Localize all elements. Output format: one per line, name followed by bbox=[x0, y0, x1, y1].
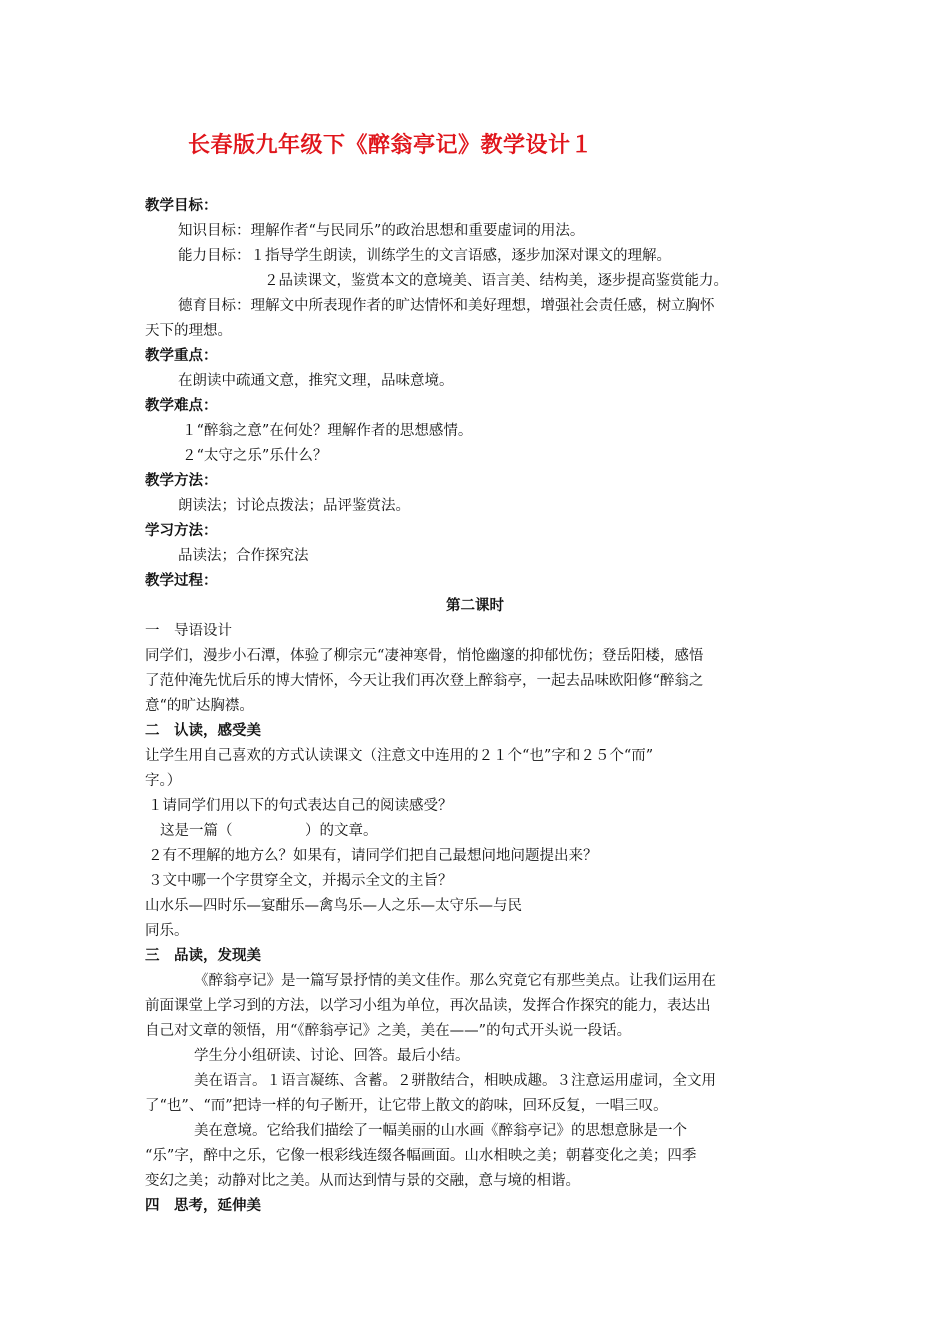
step-heading: 一 导语设计 bbox=[145, 623, 232, 639]
paragraph-line: 了范仲淹先忧后乐的博大情怀，今天让我们再次登上醉翁亭，一起去品味欧阳修“醉翁之 bbox=[145, 673, 704, 689]
section-heading: 教学难点： bbox=[145, 398, 218, 414]
paragraph-line: 天下的理想。 bbox=[145, 323, 232, 339]
section-heading: 学习方法： bbox=[145, 523, 218, 539]
paragraph-line: 德育目标：理解文中所表现作者的旷达情怀和美好理想，增强社会责任感，树立胸怀 bbox=[178, 298, 715, 314]
section-heading: 教学重点： bbox=[145, 348, 218, 364]
question-line: ２有不理解的地方么？如果有，请同学们把自己最想问地问题提出来？ bbox=[148, 848, 598, 864]
paragraph-line: 了“也”、“而”把诗一样的句子断开，让它带上散文的韵味，回环反复，一唱三叹。 bbox=[145, 1098, 668, 1114]
section-heading: 教学方法： bbox=[145, 473, 218, 489]
paragraph-line: 《醉翁亭记》是一篇写景抒情的美文佳作。那么究竟它有那些美点。让我们运用在 bbox=[194, 973, 716, 989]
paragraph-line: 美在意境。它给我们描绘了一幅美丽的山水画《醉翁亭记》的思想意脉是一个 bbox=[194, 1123, 687, 1139]
paragraph-line: 让学生用自己喜欢的方式认读课文（注意文中连用的２１个“也”字和２５个“而” bbox=[145, 748, 654, 764]
paragraph-line: １“醉翁之意”在何处？理解作者的思想感情。 bbox=[182, 423, 473, 439]
paragraph-line: 品读法；合作探究法 bbox=[178, 548, 309, 564]
question-line: ３文中哪一个字贯穿全文，并揭示全文的主旨？ bbox=[148, 873, 453, 889]
paragraph-line: 这是一篇（ ）的文章。 bbox=[160, 823, 378, 839]
paragraph-line: 在朗读中疏通文意，推究文理，品味意境。 bbox=[178, 373, 454, 389]
paragraph-line: 前面课堂上学习到的方法，以学习小组为单位，再次品读，发挥合作探究的能力，表达出 bbox=[145, 998, 711, 1014]
paragraph-line: 同学们，漫步小石潭，体验了柳宗元“凄神寒骨，悄怆幽邃的抑郁忧伤；登岳阳楼，感悟 bbox=[145, 648, 704, 664]
step-heading: 三 品读，发现美 bbox=[145, 948, 261, 964]
lesson-heading: 第二课时 bbox=[446, 598, 504, 614]
section-heading: 教学过程： bbox=[145, 573, 218, 589]
section-heading: 教学目标： bbox=[145, 198, 218, 214]
paragraph-line: 意“的旷达胸襟。 bbox=[145, 698, 254, 714]
document-title: 长春版九年级下《醉翁亭记》教学设计１ bbox=[188, 133, 594, 158]
paragraph-line: ２“太守之乐”乐什么？ bbox=[182, 448, 328, 464]
paragraph-line: 变幻之美；动静对比之美。从而达到情与景的交融，意与境的相谐。 bbox=[145, 1173, 580, 1189]
question-line: １请同学们用以下的句式表达自己的阅读感受？ bbox=[148, 798, 453, 814]
paragraph-line: 知识目标：理解作者“与民同乐”的政治思想和重要虚词的用法。 bbox=[178, 223, 585, 239]
paragraph-line: 同乐。 bbox=[145, 923, 189, 939]
paragraph-line: 美在语言。１语言凝练、含蓄。２骈散结合，相映成趣。３注意运用虚词，全文用 bbox=[194, 1073, 716, 1089]
paragraph-line: 学生分小组研读、讨论、回答。最后小结。 bbox=[194, 1048, 470, 1064]
paragraph-line: 能力目标：１指导学生朗读，训练学生的文言语感，逐步加深对课文的理解。 bbox=[178, 248, 671, 264]
paragraph-line: 朗读法；讨论点拨法；品评鉴赏法。 bbox=[178, 498, 410, 514]
paragraph-line: 字。） bbox=[145, 773, 182, 789]
paragraph-line: ２品读课文，鉴赏本文的意境美、语言美、结构美，逐步提高鉴赏能力。 bbox=[264, 273, 728, 289]
paragraph-line: 山水乐—四时乐—宴酣乐—禽鸟乐—人之乐—太守乐—与民 bbox=[145, 898, 522, 914]
step-heading: 二 认读，感受美 bbox=[145, 723, 261, 739]
step-heading: 四 思考，延伸美 bbox=[145, 1198, 261, 1214]
paragraph-line: “乐”字，醉中之乐，它像一根彩线连缀各幅画面。山水相映之美；朝暮变化之美；四季 bbox=[145, 1148, 697, 1164]
paragraph-line: 自己对文章的领悟，用“《醉翁亭记》之美，美在——”的句式开头说一段话。 bbox=[145, 1023, 632, 1039]
